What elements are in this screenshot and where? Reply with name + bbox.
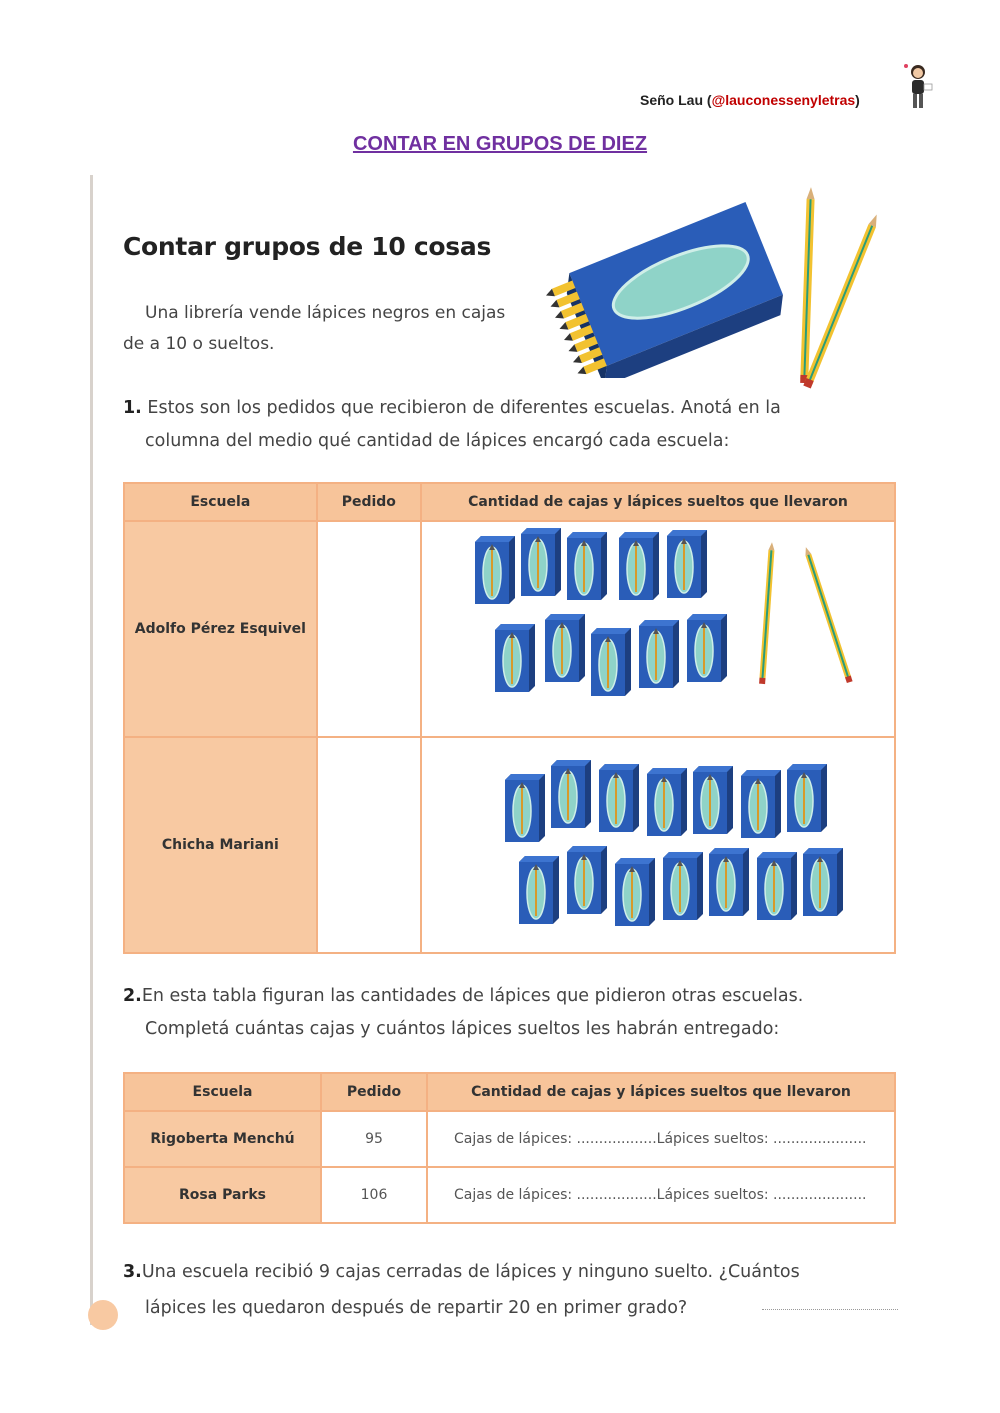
answer-field[interactable]: Cajas de lápices: ..................Lápices sueltos: ..................... [427, 1167, 895, 1223]
author-handle[interactable]: @lauconessenyletras [711, 92, 856, 108]
orders-table-2 [123, 1072, 896, 1224]
lesson-intro [123, 298, 513, 360]
question-3 [123, 1254, 903, 1326]
pencil-box-illustration [540, 188, 790, 378]
question-2 [123, 980, 903, 1046]
col-header-quantity: Cantidad de cajas y lápices sueltos que llevaron [421, 483, 895, 521]
school-name: Rosa Parks [124, 1167, 321, 1223]
col-header-quantity: Cantidad de cajas y lápices sueltos que llevaron [427, 1073, 895, 1111]
question-2-number: 2. [123, 986, 142, 1006]
author-prefix: Seño Lau ( [640, 92, 712, 108]
question-1 [123, 392, 903, 458]
question-3-answer-line[interactable] [762, 1309, 898, 1310]
question-1-line2: columna del medio qué cantidad de lápices encargó cada escuela: [145, 431, 730, 451]
col-header-order: Pedido [317, 483, 421, 521]
boxes-illustration [423, 524, 893, 734]
question-1-line1: Estos son los pedidos que recibieron de diferentes escuelas. Anotá en la [147, 398, 781, 418]
table-row [124, 1167, 895, 1223]
author-credit [640, 92, 860, 108]
loose-pencil [759, 542, 775, 684]
school-name: Adolfo Pérez Esquivel [124, 521, 317, 737]
page-number-badge [88, 1300, 118, 1330]
order-input-cell[interactable] [317, 737, 421, 953]
question-3-line1: Una escuela recibió 9 cajas cerradas de lápices y ninguno suelto. ¿Cuántos [141, 1262, 800, 1282]
orders-table-1 [123, 482, 896, 954]
table-row [124, 737, 895, 953]
table-row [124, 1111, 895, 1167]
question-2-line1: En esta tabla figuran las cantidades de lápices que pidieron otras escuelas. [141, 986, 804, 1006]
loose-pencils-illustration [795, 185, 895, 395]
order-value: 106 [321, 1167, 427, 1223]
order-value: 95 [321, 1111, 427, 1167]
school-name: Chicha Mariani [124, 737, 317, 953]
question-3-line2: lápices les quedaron después de repartir 20 en primer grado? [145, 1298, 688, 1318]
worksheet-title: CONTAR EN GRUPOS DE DIEZ [352, 133, 648, 155]
school-name: Rigoberta Menchú [124, 1111, 321, 1167]
col-header-school: Escuela [124, 483, 317, 521]
boxes-illustration [423, 740, 893, 950]
loose-pencil [803, 546, 853, 683]
question-3-number: 3. [123, 1262, 142, 1282]
lesson-intro-text: Una librería vende lápices negros en cajas de a 10 o sueltos. [123, 303, 506, 354]
table-row [124, 521, 895, 737]
author-avatar-icon [900, 62, 936, 112]
answer-field[interactable]: Cajas de lápices: ..................Lápices sueltos: ..................... [427, 1111, 895, 1167]
lesson-heading: Contar grupos de 10 cosas [123, 232, 492, 261]
col-header-order: Pedido [321, 1073, 427, 1111]
order-input-cell[interactable] [317, 521, 421, 737]
boxes-and-pencils-cell [421, 737, 895, 953]
col-header-school: Escuela [124, 1073, 321, 1111]
page-edge [90, 175, 93, 1325]
question-2-line2: Completá cuántas cajas y cuántos lápices sueltos les habrán entregado: [145, 1019, 780, 1039]
boxes-and-pencils-cell [421, 521, 895, 737]
author-suffix: ) [855, 92, 860, 108]
question-1-number: 1. [123, 398, 142, 418]
